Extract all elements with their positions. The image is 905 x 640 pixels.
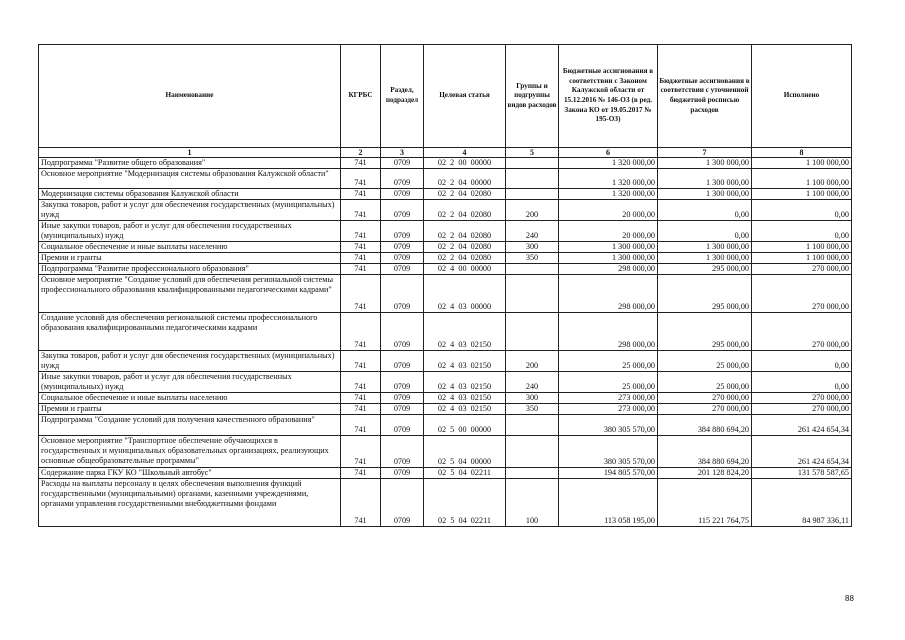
row-name: Основное мероприятие "Создание условий для обеспечения региональной системы профессионального образования квалифицированными педагогическими кадрами" [39, 275, 341, 313]
row-executed: 1 100 000,00 [752, 189, 852, 200]
row-target: 02 4 03 02150 [424, 372, 506, 393]
row-kgrbs: 741 [341, 158, 381, 169]
row-name: Основное мероприятие "Модернизация системы образования Калужской области" [39, 169, 341, 189]
row-kgrbs: 741 [341, 351, 381, 372]
header-executed: Исполнено [752, 45, 852, 148]
row-target: 02 2 04 02080 [424, 253, 506, 264]
row-executed: 270 000,00 [752, 275, 852, 313]
row-refined: 25 000,00 [658, 372, 752, 393]
row-budget: 194 805 570,00 [559, 468, 658, 479]
row-name: Основное мероприятие "Транспортное обеспечение обучающихся в государственных и муниципальных образовательных организациях, реализующих основные общеобразовательные программы" [39, 436, 341, 468]
table-row [39, 169, 852, 189]
row-budget: 298 000,00 [559, 264, 658, 275]
row-budget: 273 000,00 [559, 404, 658, 415]
row-target: 02 5 00 00000 [424, 415, 506, 436]
row-section: 0709 [381, 404, 424, 415]
row-refined: 1 300 000,00 [658, 253, 752, 264]
table-row [39, 242, 852, 253]
row-target: 02 4 03 02150 [424, 351, 506, 372]
row-target: 02 4 03 02150 [424, 313, 506, 351]
row-refined: 270 000,00 [658, 404, 752, 415]
row-executed: 0,00 [752, 372, 852, 393]
column-number-row [39, 148, 852, 158]
row-group [506, 436, 559, 468]
row-budget: 25 000,00 [559, 372, 658, 393]
row-group: 200 [506, 351, 559, 372]
row-budget: 380 305 570,00 [559, 436, 658, 468]
row-target: 02 4 00 00000 [424, 264, 506, 275]
row-budget: 380 305 570,00 [559, 415, 658, 436]
row-name: Подпрограмма "Создание условий для получения качественного образования" [39, 415, 341, 436]
row-group [506, 415, 559, 436]
row-section: 0709 [381, 313, 424, 351]
column-number: 4 [424, 148, 506, 158]
row-refined: 0,00 [658, 200, 752, 221]
row-refined: 270 000,00 [658, 393, 752, 404]
table-row [39, 436, 852, 468]
row-section: 0709 [381, 393, 424, 404]
row-executed: 1 100 000,00 [752, 242, 852, 253]
row-name: Подпрограмма "Развитие общего образования" [39, 158, 341, 169]
row-group [506, 169, 559, 189]
row-refined: 295 000,00 [658, 275, 752, 313]
row-kgrbs: 741 [341, 253, 381, 264]
column-number: 7 [658, 148, 752, 158]
table-row [39, 393, 852, 404]
row-kgrbs: 741 [341, 479, 381, 527]
row-group: 100 [506, 479, 559, 527]
row-kgrbs: 741 [341, 242, 381, 253]
table-row [39, 479, 852, 527]
row-executed: 261 424 654,34 [752, 436, 852, 468]
row-target: 02 5 04 02211 [424, 479, 506, 527]
row-target: 02 4 03 00000 [424, 275, 506, 313]
row-executed: 261 424 654,34 [752, 415, 852, 436]
row-refined: 384 880 694,20 [658, 415, 752, 436]
row-refined: 1 300 000,00 [658, 189, 752, 200]
table-row [39, 313, 852, 351]
row-section: 0709 [381, 275, 424, 313]
row-group: 300 [506, 393, 559, 404]
row-section: 0709 [381, 351, 424, 372]
column-number: 8 [752, 148, 852, 158]
row-target: 02 5 04 02211 [424, 468, 506, 479]
row-kgrbs: 741 [341, 436, 381, 468]
row-refined: 115 221 764,75 [658, 479, 752, 527]
row-group: 350 [506, 253, 559, 264]
row-target: 02 4 03 02150 [424, 393, 506, 404]
row-group: 350 [506, 404, 559, 415]
header-target: Целевая статья [424, 45, 506, 148]
row-refined: 295 000,00 [658, 313, 752, 351]
table-row [39, 264, 852, 275]
header-kgrbs: КГРБС [341, 45, 381, 148]
row-target: 02 2 04 00000 [424, 169, 506, 189]
row-section: 0709 [381, 479, 424, 527]
row-name: Иные закупки товаров, работ и услуг для обеспечения государственных (муниципальных) нужд [39, 372, 341, 393]
row-group [506, 264, 559, 275]
row-kgrbs: 741 [341, 313, 381, 351]
header-section: Раздел, подраздел [381, 45, 424, 148]
row-kgrbs: 741 [341, 372, 381, 393]
header-budget: Бюджетные ассигнования в соответствии с Законом Калужской области от 15.12.2016 № 146-ОЗ (в ред. Закона КО от 19.05.2017 № 195-ОЗ) [559, 45, 658, 148]
row-target: 02 4 03 02150 [424, 404, 506, 415]
row-target: 02 5 04 00000 [424, 436, 506, 468]
row-executed: 1 100 000,00 [752, 169, 852, 189]
row-group [506, 313, 559, 351]
row-group [506, 189, 559, 200]
table-header-row [39, 45, 852, 148]
header-refined: Бюджетные ассигнования в соответствии с уточненной бюджетной росписью расходов [658, 45, 752, 148]
row-target: 02 2 04 02080 [424, 189, 506, 200]
row-section: 0709 [381, 158, 424, 169]
table-row [39, 372, 852, 393]
row-refined: 1 300 000,00 [658, 169, 752, 189]
table-row [39, 351, 852, 372]
row-kgrbs: 741 [341, 264, 381, 275]
budget-execution-table [38, 44, 852, 527]
row-section: 0709 [381, 372, 424, 393]
table-row [39, 221, 852, 242]
row-executed: 270 000,00 [752, 393, 852, 404]
table-row [39, 275, 852, 313]
row-kgrbs: 741 [341, 404, 381, 415]
row-executed: 0,00 [752, 221, 852, 242]
row-budget: 1 320 000,00 [559, 189, 658, 200]
row-section: 0709 [381, 253, 424, 264]
row-refined: 295 000,00 [658, 264, 752, 275]
column-number: 6 [559, 148, 658, 158]
row-section: 0709 [381, 436, 424, 468]
row-section: 0709 [381, 242, 424, 253]
table-row [39, 468, 852, 479]
row-target: 02 2 04 02080 [424, 221, 506, 242]
row-name: Социальное обеспечение и иные выплаты населению [39, 242, 341, 253]
row-target: 02 2 04 02080 [424, 200, 506, 221]
row-budget: 298 000,00 [559, 313, 658, 351]
row-refined: 1 300 000,00 [658, 158, 752, 169]
row-group: 240 [506, 372, 559, 393]
row-section: 0709 [381, 169, 424, 189]
row-budget: 298 000,00 [559, 275, 658, 313]
row-group [506, 275, 559, 313]
table-row [39, 404, 852, 415]
row-name: Модернизация системы образования Калужской области [39, 189, 341, 200]
table-body [39, 158, 852, 527]
table-row [39, 253, 852, 264]
row-budget: 20 000,00 [559, 221, 658, 242]
row-budget: 25 000,00 [559, 351, 658, 372]
row-group: 300 [506, 242, 559, 253]
row-refined: 384 880 694,20 [658, 436, 752, 468]
row-target: 02 2 00 00000 [424, 158, 506, 169]
table-row [39, 158, 852, 169]
row-kgrbs: 741 [341, 415, 381, 436]
row-budget: 1 300 000,00 [559, 253, 658, 264]
row-section: 0709 [381, 264, 424, 275]
row-refined: 25 000,00 [658, 351, 752, 372]
row-executed: 0,00 [752, 200, 852, 221]
row-kgrbs: 741 [341, 275, 381, 313]
row-executed: 270 000,00 [752, 264, 852, 275]
row-group [506, 468, 559, 479]
row-executed: 131 578 587,65 [752, 468, 852, 479]
row-name: Закупка товаров, работ и услуг для обеспечения государственных (муниципальных) нужд [39, 351, 341, 372]
row-name: Расходы на выплаты персоналу в целях обеспечения выполнения функций государственными (муниципальными) органами, казенными учреждениями, органами управления государственными внебюджетными фондами [39, 479, 341, 527]
table-row [39, 200, 852, 221]
page-number: 88 [845, 594, 854, 603]
table-row [39, 415, 852, 436]
row-budget: 113 058 195,00 [559, 479, 658, 527]
row-group: 200 [506, 200, 559, 221]
row-executed: 270 000,00 [752, 404, 852, 415]
row-section: 0709 [381, 415, 424, 436]
row-name: Подпрограмма "Развитие профессионального образования" [39, 264, 341, 275]
row-budget: 273 000,00 [559, 393, 658, 404]
row-name: Содержание парка ГКУ КО "Школьный автобус" [39, 468, 341, 479]
row-executed: 84 987 336,11 [752, 479, 852, 527]
row-executed: 1 100 000,00 [752, 158, 852, 169]
budget-table-container [38, 44, 851, 527]
row-group: 240 [506, 221, 559, 242]
row-group [506, 158, 559, 169]
table-row [39, 189, 852, 200]
row-name: Премии и гранты [39, 404, 341, 415]
column-number: 1 [39, 148, 341, 158]
row-kgrbs: 741 [341, 468, 381, 479]
row-name: Иные закупки товаров, работ и услуг для обеспечения государственных (муниципальных) нужд [39, 221, 341, 242]
row-executed: 1 100 000,00 [752, 253, 852, 264]
row-budget: 1 300 000,00 [559, 242, 658, 253]
row-name: Создание условий для обеспечения региональной системы профессионального образования квалифицированными педагогическими кадрами [39, 313, 341, 351]
row-name: Закупка товаров, работ и услуг для обеспечения государственных (муниципальных) нужд [39, 200, 341, 221]
row-budget: 1 320 000,00 [559, 158, 658, 169]
row-target: 02 2 04 02080 [424, 242, 506, 253]
column-number: 3 [381, 148, 424, 158]
header-name: Наименование [39, 45, 341, 148]
row-name: Премии и гранты [39, 253, 341, 264]
row-section: 0709 [381, 221, 424, 242]
row-refined: 201 128 824,20 [658, 468, 752, 479]
row-budget: 1 320 000,00 [559, 169, 658, 189]
row-executed: 0,00 [752, 351, 852, 372]
row-executed: 270 000,00 [752, 313, 852, 351]
row-kgrbs: 741 [341, 189, 381, 200]
row-refined: 1 300 000,00 [658, 242, 752, 253]
row-kgrbs: 741 [341, 169, 381, 189]
column-number: 5 [506, 148, 559, 158]
row-section: 0709 [381, 468, 424, 479]
row-section: 0709 [381, 200, 424, 221]
header-group: Группы и подгруппы видов расходов [506, 45, 559, 148]
column-number: 2 [341, 148, 381, 158]
row-section: 0709 [381, 189, 424, 200]
row-budget: 20 000,00 [559, 200, 658, 221]
row-kgrbs: 741 [341, 221, 381, 242]
row-refined: 0,00 [658, 221, 752, 242]
row-name: Социальное обеспечение и иные выплаты населению [39, 393, 341, 404]
row-kgrbs: 741 [341, 200, 381, 221]
row-kgrbs: 741 [341, 393, 381, 404]
